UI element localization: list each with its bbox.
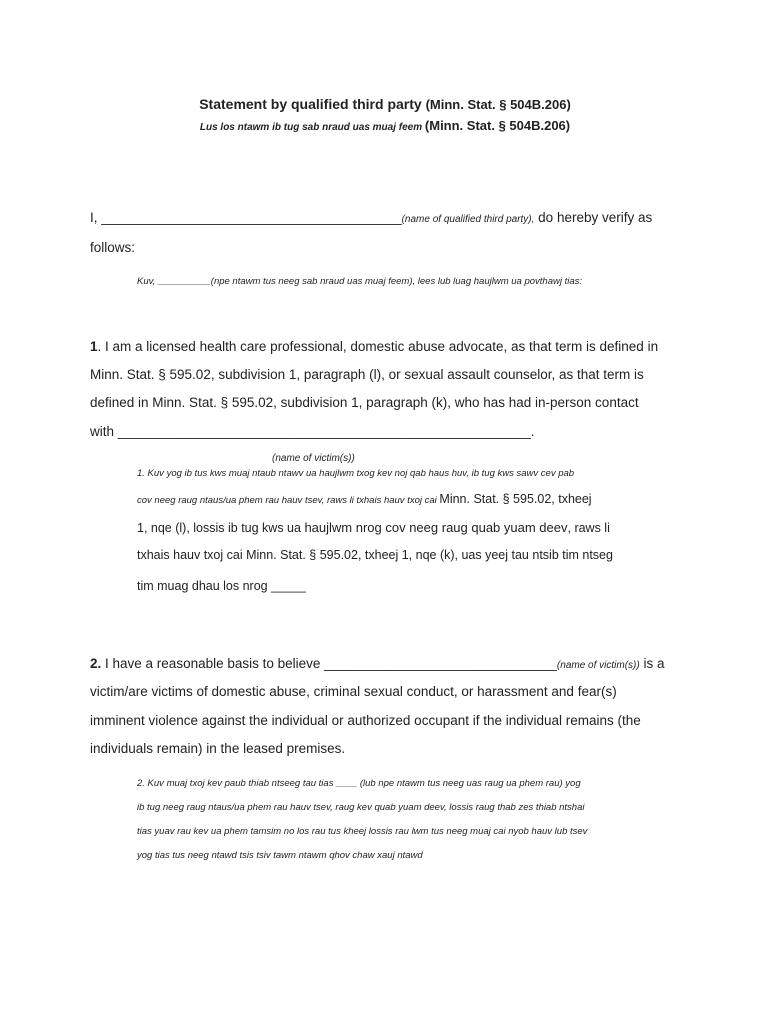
victim-name-hint: (name of victim(s))	[272, 453, 355, 464]
item1-hmong-line3-c: , raws li	[567, 521, 610, 535]
item1-hmong-line3-b: haujlwm nrog cov neeg raug quab yuam deev	[304, 520, 568, 535]
item1-number: 1	[90, 339, 98, 354]
item2-line-2: victim/are victims of domestic abuse, criminal sexual conduct, or harassment and fear(s)	[90, 684, 617, 699]
item1-hmong-line2-italic: cov neeg raug ntaus/ua phem rau hauv tsev, raws li txhais hauv txoj cai	[137, 495, 440, 506]
intro-line-1	[90, 210, 652, 225]
item1-hmong-line-1: 1. Kuv yog ib tus kws muaj ntaub ntawv ua haujlwm txog kev noj qab haus huv, ib tug kws sawv cev pab	[137, 468, 575, 479]
item1-hmong-line3-a: 1, nqe (l), lossis ib tug kws ua	[137, 521, 305, 535]
item2-hmong-line-1: 2. Kuv muaj txoj kev paub thiab ntseeg tau tias ____ (lub npe ntawm tus neeg uas raug ua phem rau) yog	[137, 778, 581, 789]
title-citation: (Minn. Stat. § 504B.206)	[425, 97, 571, 112]
page-subtitle	[0, 118, 770, 133]
item2-line1-end: is a	[639, 656, 665, 671]
item1-hmong-line-4: txhais hauv txoj cai Minn. Stat. § 595.02, txheej 1, nqe (k), uas yeej tau ntsib tim ntseg	[137, 548, 613, 562]
intro-line-2: follows:	[90, 240, 136, 255]
item2-number: 2.	[90, 656, 102, 671]
item2-hmong-line-4: yog tias tus neeg ntawd tsis tsiv tawm ntawm qhov chaw xauj ntawd	[137, 850, 423, 861]
title-text: Statement by qualified third party	[199, 96, 422, 112]
third-party-name-hint: (name of qualified third party),	[401, 214, 535, 225]
item2-line-3: imminent violence against the individual or authorized occupant if the individual remains (the	[90, 713, 641, 728]
item1-hmong-line-2	[137, 492, 592, 506]
intro-hmong-rest: (npe ntawm tus neeg sab nraud uas muaj feem), lees lub luag haujlwm ua povthawj tias:	[210, 276, 583, 287]
item2-line-4: individuals remain) in the leased premises.	[90, 741, 346, 756]
item2-victim-hint: (name of victim(s))	[556, 660, 640, 671]
item1-line-4: with _______________________________________________________.	[90, 424, 535, 439]
subtitle-citation: (Minn. Stat. § 504B.206)	[424, 118, 571, 133]
item1-line-3: defined in Minn. Stat. § 595.02, subdivision 1, paragraph (k), who has had in-person contact	[90, 395, 639, 410]
item1-hmong-line2-normal: Minn. Stat. § 595.02, txheej	[439, 492, 592, 506]
item2-hmong-line-2: ib tug neeg raug ntaus/ua phem rau hauv tsev, raug kev quab yuam deev, lossis raug thab zes thiab ntshai	[137, 802, 585, 813]
page-title	[0, 96, 770, 112]
item1-hmong-line-3	[137, 520, 610, 535]
intro-start: I, ________________________________________	[90, 210, 402, 225]
item1-line1-text: . I am a licensed health care professional, domestic abuse advocate, as that term is defined in	[97, 339, 659, 354]
item1-hmong-line-5: tim muag dhau los nrog _____	[137, 579, 306, 593]
item1-line-1	[90, 339, 658, 354]
intro-end: do hereby verify as	[534, 210, 653, 225]
item2-line-1	[90, 656, 664, 671]
intro-hmong-start: Kuv, __________	[137, 276, 211, 287]
subtitle-text: Lus los ntawm ib tug sab nraud uas muaj feem	[199, 122, 423, 133]
item2-hmong-line-3: tias yuav rau kev ua phem tamsim no los rau tus kheej lossis rau lwm tus neeg muaj cai nyob hauv lub tsev	[137, 826, 588, 837]
item1-line-2: Minn. Stat. § 595.02, subdivision 1, paragraph (l), or sexual assault counselor, as that term is	[90, 367, 644, 382]
item2-line1-start: I have a reasonable basis to believe _______________________________	[101, 656, 557, 671]
intro-hmong	[137, 276, 582, 287]
